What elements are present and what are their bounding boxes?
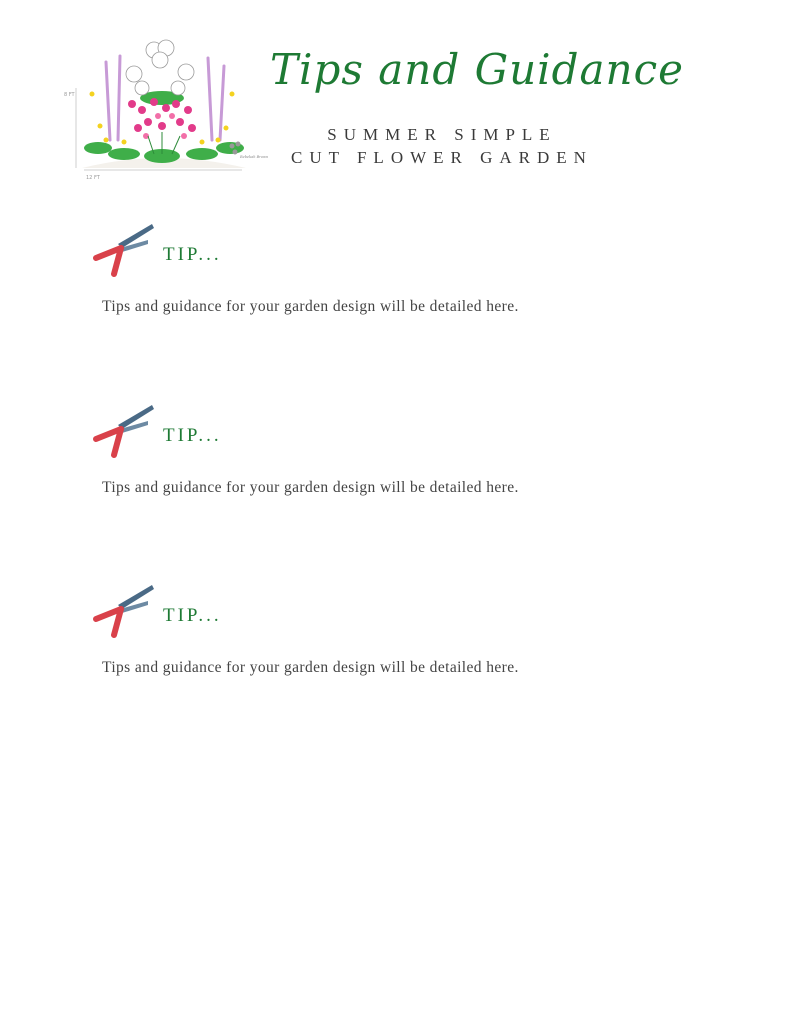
width-label: 12 FT <box>86 175 100 181</box>
tip-section <box>88 575 688 695</box>
pruning-shears-icon <box>88 575 160 641</box>
tip-body: Tips and guidance for your garden design will be detailed here. <box>102 298 519 315</box>
tip-section <box>88 395 688 515</box>
subtitle-line-2: CUT FLOWER GARDEN <box>291 148 593 167</box>
tip-heading: TIP... <box>163 425 222 446</box>
signature: Rebekah Brown <box>240 155 269 159</box>
tip-section <box>88 214 688 334</box>
tip-body: Tips and guidance for your garden design will be detailed here. <box>102 659 519 676</box>
pruning-shears-icon <box>88 395 160 461</box>
subtitle-line-1: SUMMER SIMPLE <box>327 125 557 144</box>
height-label: 8 FT <box>64 92 75 98</box>
tip-body: Tips and guidance for your garden design will be detailed here. <box>102 479 519 496</box>
tip-heading: TIP... <box>163 244 222 265</box>
pruning-shears-icon <box>88 214 160 280</box>
garden-illustration <box>62 36 269 184</box>
page-title: Tips and Guidance <box>270 45 684 94</box>
tip-heading: TIP... <box>163 605 222 626</box>
